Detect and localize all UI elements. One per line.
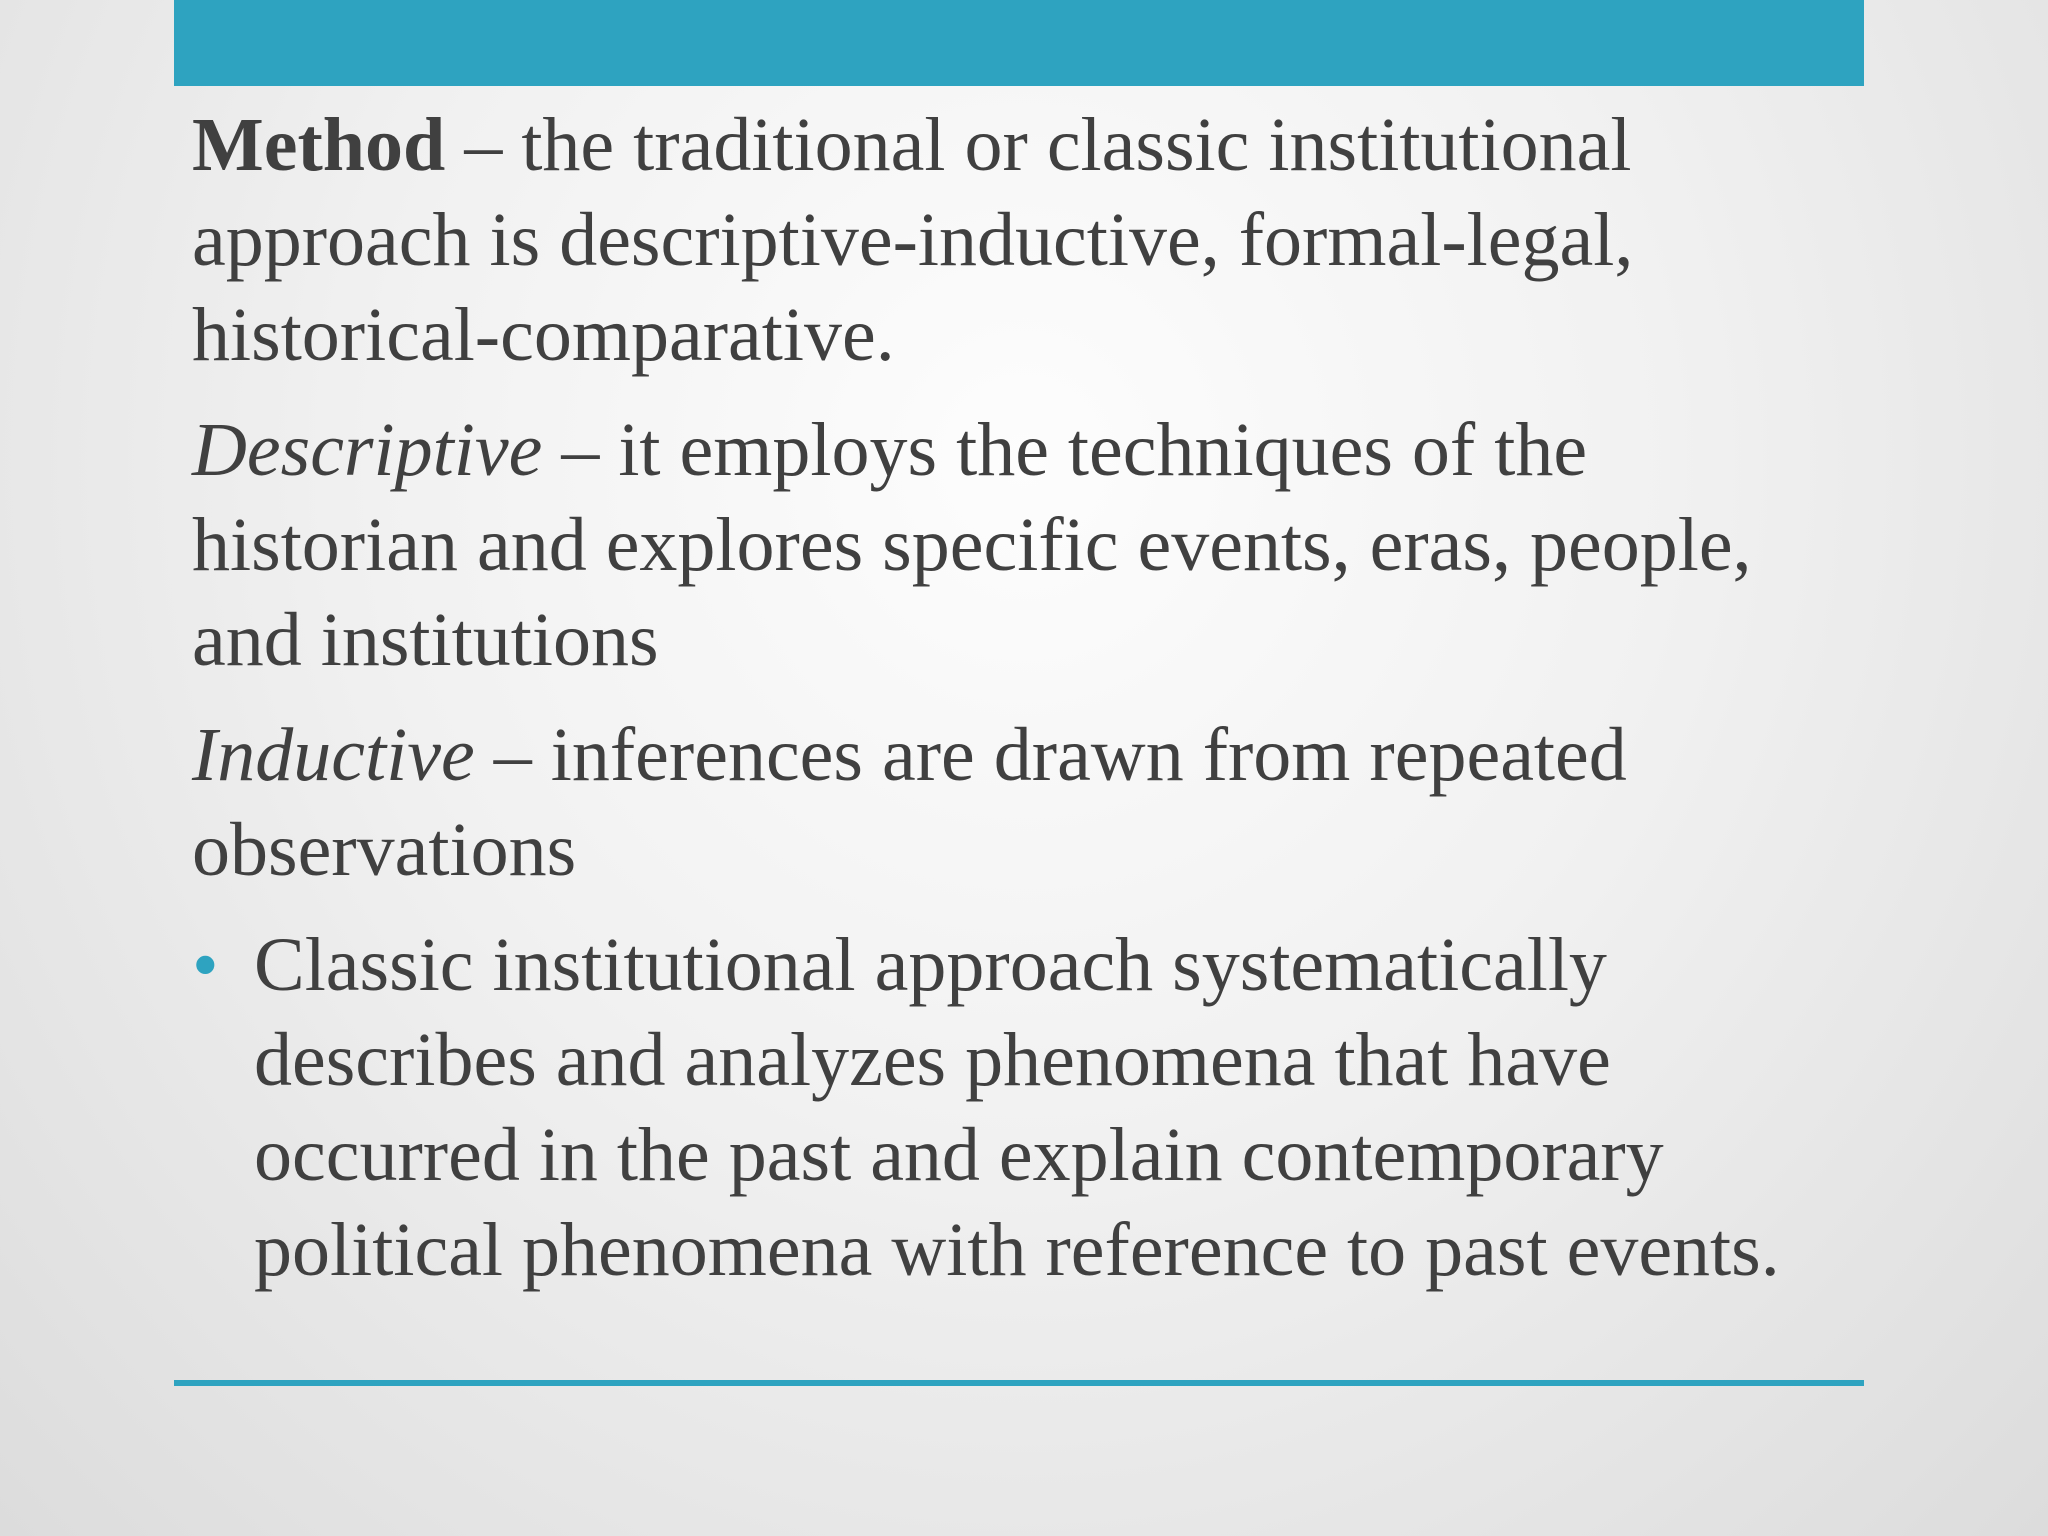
descriptive-paragraph xyxy=(192,403,1842,688)
slide-content xyxy=(192,98,1842,1298)
inductive-text: – inferences are drawn from repeated observations xyxy=(192,713,1627,892)
bullet-dot-icon: • xyxy=(192,923,219,1007)
bullet-item xyxy=(192,918,1842,1298)
bullet-text: Classic institutional approach systematically describes and analyzes phenomena that have occurred in the past and explain contemporary political phenomena with reference to past events. xyxy=(254,923,1780,1292)
footer-rule xyxy=(174,1380,1864,1386)
descriptive-text: – it employs the techniques of the historian and explores specific events, eras, people, and institutions xyxy=(192,408,1752,682)
inductive-term: Inductive xyxy=(192,713,475,797)
method-paragraph xyxy=(192,98,1842,383)
method-text: – the traditional or classic institutional approach is descriptive-inductive, formal-legal, historical-comparative. xyxy=(192,103,1634,377)
descriptive-term: Descriptive xyxy=(192,408,543,492)
inductive-paragraph xyxy=(192,708,1842,898)
header-accent-bar xyxy=(174,0,1864,86)
method-term: Method xyxy=(192,103,446,187)
